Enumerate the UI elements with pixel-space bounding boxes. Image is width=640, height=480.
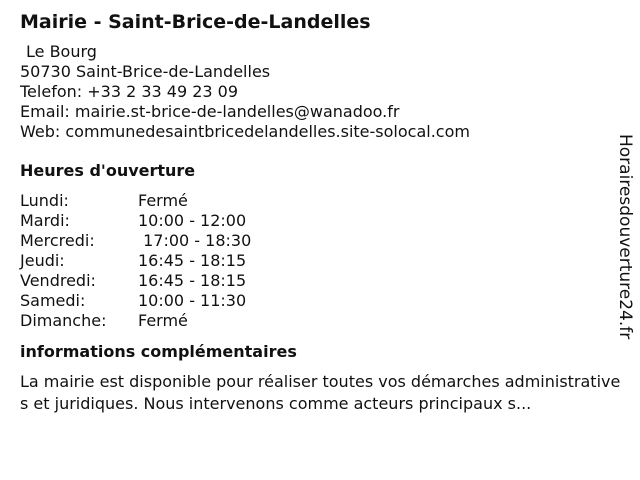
hours-day: Mardi: bbox=[20, 211, 70, 230]
hours-row-jeudi bbox=[20, 251, 624, 271]
hours-row-samedi bbox=[20, 291, 624, 311]
hours-day: Lundi: bbox=[20, 191, 69, 210]
address-street: Le Bourg bbox=[26, 42, 97, 61]
business-listing bbox=[20, 10, 624, 415]
hours-row-lundi bbox=[20, 191, 624, 211]
hours-day: Vendredi: bbox=[20, 271, 96, 290]
info-description: La mairie est disponible pour réaliser toutes vos démarches administratives et juridiques. Nous intervenons comme acteurs principaux s... bbox=[20, 372, 621, 413]
web-line: Web: communedesaintbricedelandelles.site-solocal.com bbox=[20, 122, 470, 141]
hours-row-dimanche bbox=[20, 311, 624, 331]
hours-day: Jeudi: bbox=[20, 251, 65, 270]
hours-row-mardi bbox=[20, 211, 624, 231]
hours-time: 17:00 - 18:30 bbox=[138, 231, 252, 250]
site-watermark: Horairesdouverture24.fr bbox=[615, 134, 635, 340]
info-heading: informations complémentaires bbox=[20, 342, 297, 361]
hours-day: Samedi: bbox=[20, 291, 86, 310]
hours-row-vendredi bbox=[20, 271, 624, 291]
address-block bbox=[20, 42, 624, 142]
hours-time: Fermé bbox=[138, 311, 188, 330]
hours-time: Fermé bbox=[138, 191, 188, 210]
hours-heading: Heures d'ouverture bbox=[20, 161, 196, 180]
address-city: 50730 Saint-Brice-de-Landelles bbox=[20, 62, 271, 81]
hours-time: 16:45 - 18:15 bbox=[138, 271, 247, 290]
hours-time: 16:45 - 18:15 bbox=[138, 251, 247, 270]
hours-row-mercredi bbox=[20, 231, 624, 251]
hours-time: 10:00 - 11:30 bbox=[138, 291, 247, 310]
hours-day: Mercredi: bbox=[20, 231, 95, 250]
hours-time: 10:00 - 12:00 bbox=[138, 211, 247, 230]
hours-table bbox=[20, 191, 624, 331]
phone-line: Telefon: +33 2 33 49 23 09 bbox=[20, 82, 239, 101]
email-line: Email: mairie.st-brice-de-landelles@wanadoo.fr bbox=[20, 102, 400, 121]
page-title: Mairie - Saint-Brice-de-Landelles bbox=[20, 11, 371, 33]
hours-day: Dimanche: bbox=[20, 311, 107, 330]
